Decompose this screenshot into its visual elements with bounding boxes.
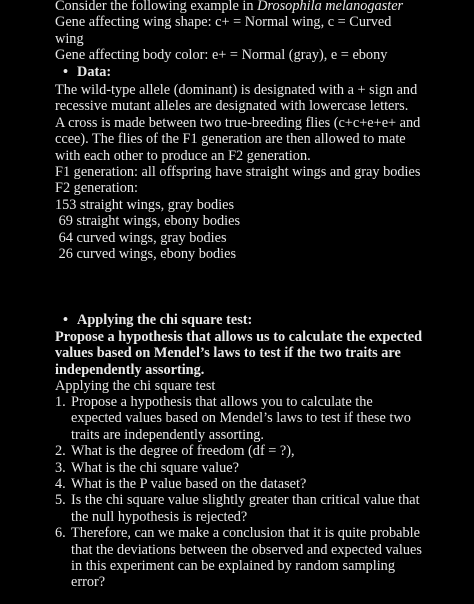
data-paragraph-line: ccee). The flies of the F1 generation are then allowed to mate [55,131,406,148]
question-text-line: Propose a hypothesis that allows you to calculate the [71,394,373,410]
question-item [55,394,420,443]
question-number: 4. [55,476,66,493]
question-text-line: in this experiment can be explained by random sampling [71,558,395,575]
question-item [55,443,420,459]
question-number: 5. [55,492,66,509]
question-text-line: that the deviations between the observed and expected values [71,541,422,558]
chi-subheading-text: Applying the chi square test [55,378,216,394]
data-paragraph-line: recessive mutant alleles are designated with lowercase letters. [55,98,409,115]
question-list-block [55,394,420,591]
question-text-line: traits are independently assorting. [71,426,264,443]
question-number: 6. [55,525,66,542]
f2-result-line: 26 curved wings, ebony bodies [55,246,237,263]
wing-gene-line: Gene affecting wing shape: c+ = Normal wing, c = Curved [55,14,392,31]
question-text-line: expected values based on Mendel’s laws to test if these two [71,410,411,427]
question-number: 1. [55,394,66,410]
f2-result-line: 64 curved wings, gray bodies [55,229,227,246]
bullet-icon: • [63,312,69,328]
question-text-line: Is the chi square value slightly greater than critical value that [71,492,420,509]
chi-heading [55,312,420,328]
data-heading-text: Data: [77,64,112,80]
question-item [55,525,420,591]
data-heading [55,64,420,80]
chi-bold-prompt [55,329,423,378]
question-text-line: What is the degree of freedom (df = ?), [71,443,295,460]
bold-prompt-line: independently assorting. [55,361,205,378]
bold-prompt-line: Propose a hypothesis that allows us to calculate the expected [55,329,423,345]
question-text-line: error? [71,574,106,591]
chi-heading-text: Applying the chi square test: [77,312,253,328]
question-list [55,394,420,591]
data-paragraph-line: A cross is made between two true-breeding flies (c+c+e+e+ and [55,114,421,131]
question-item [55,460,420,476]
chi-subheading [55,378,420,394]
question-number: 3. [55,459,66,476]
intro-block [55,0,420,64]
question-text-line: Therefore, can we make a conclusion that it is quite probable [71,525,420,542]
question-item [55,492,420,525]
wing-gene-line-cont: wing [55,30,84,47]
bullet-icon: • [63,64,69,80]
data-paragraph-line: The wild-type allele (dominant) is designated with a + sign and [55,82,418,98]
f2-results [55,197,420,263]
question-text-line: What is the P value based on the dataset? [71,476,307,493]
data-paragraph [55,82,420,197]
f2-result-line: 153 straight wings, gray bodies [55,197,235,213]
data-paragraph-line: F2 generation: [55,180,138,197]
bold-prompt-line: values based on Mendel’s laws to test if the two traits are [55,345,401,362]
f2-result-line: 69 straight wings, ebony bodies [55,213,241,230]
body-gene-line: Gene affecting body color: e+ = Normal (gray), e = ebony [55,47,388,64]
data-paragraph-line: with each other to produce an F2 generation. [55,147,311,164]
question-text-line: the null hypothesis is rejected? [71,508,248,525]
intro-line [55,0,420,14]
question-text-line: What is the chi square value? [71,459,239,476]
data-paragraph-line: F1 generation: all offspring have straight wings and gray bodies [55,164,421,181]
intro-prefix: Consider the following example in [55,0,258,14]
question-item [55,476,420,492]
question-number: 2. [55,443,66,460]
species-name: Drosophila melanogaster [257,0,404,14]
